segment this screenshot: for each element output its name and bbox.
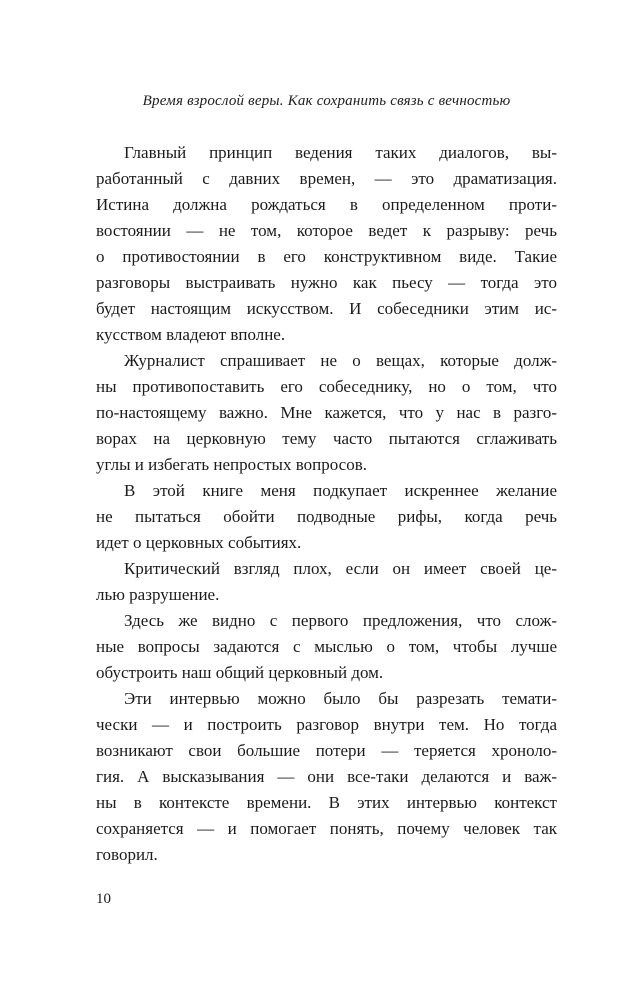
text-line: не пытаться обойти подводные рифы, когда речь <box>96 507 557 526</box>
text-line: работанный с давних времен, — это драматизация. <box>96 169 557 188</box>
text-line: ные вопросы задаются с мыслью о том, чтобы лучше <box>96 637 557 656</box>
text-line: о противостоянии в его конструктивном виде. Такие <box>96 247 557 266</box>
paragraph <box>96 686 557 868</box>
paragraph <box>96 478 557 556</box>
text-line: Эти интервью можно было бы разрезать темати- <box>124 689 557 708</box>
text-line: Журналист спрашивает не о вещах, которые долж- <box>124 351 557 370</box>
text-line: В этой книге меня подкупает искреннее желание <box>124 481 557 500</box>
text-line: углы и избегать непростых вопросов. <box>96 455 367 474</box>
text-line: ны в контексте времени. В этих интервью контекст <box>96 793 557 812</box>
text-line: обустроить наш общий церковный дом. <box>96 663 384 682</box>
text-line: востоянии — не том, которое ведет к разрыву: речь <box>96 221 557 240</box>
text-line: идет о церковных событиях. <box>96 533 302 552</box>
paragraph <box>96 556 557 608</box>
page-number: 10 <box>96 891 111 907</box>
running-header: Время взрослой веры. Как сохранить связь с вечностью <box>142 93 511 109</box>
body-text <box>96 140 557 868</box>
text-line: ворах на церковную тему часто пытаются сглаживать <box>96 429 557 448</box>
text-line: гия. А высказывания — они все-таки делаются и важ- <box>96 767 557 786</box>
paragraph <box>96 140 557 348</box>
text-line: по-настоящему важно. Мне кажется, что у нас в разго- <box>96 403 557 422</box>
text-line: Здесь же видно с первого предложения, что слож- <box>124 611 557 630</box>
text-line: будет настоящим искусством. И собеседники этим ис- <box>96 299 557 318</box>
paragraph <box>96 608 557 686</box>
text-line: разговоры выстраивать нужно как пьесу — тогда это <box>96 273 557 292</box>
text-line: говорил. <box>96 845 158 864</box>
text-line: ны противопоставить его собеседнику, но о том, что <box>96 377 557 396</box>
text-line: Критический взгляд плох, если он имеет своей це- <box>124 559 557 578</box>
text-line: чески — и построить разговор внутри тем. Но тогда <box>96 715 557 734</box>
text-line: лью разрушение. <box>96 585 220 604</box>
text-line: сохраняется — и помогает понять, почему человек так <box>96 819 557 838</box>
paragraph <box>96 348 557 478</box>
text-line: Истина должна рождаться в определенном проти- <box>96 195 557 214</box>
text-line: кусством владеют вполне. <box>96 325 286 344</box>
text-line: возникают свои большие потери — теряется хроноло- <box>96 741 557 760</box>
text-line: Главный принцип ведения таких диалогов, вы- <box>124 143 557 162</box>
